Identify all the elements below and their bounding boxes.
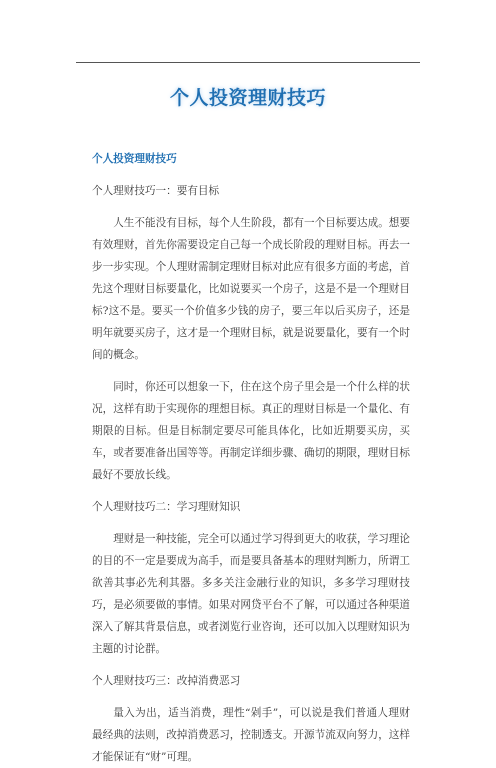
document-body <box>92 148 410 768</box>
paragraph: 量入为出，适当消费，理性“剁手”，可以说是我们普通人理财最经典的法则，改掉消费恶习，控制透支。开源节流双向努力，这样才能保证有“财”可理。 <box>92 707 410 763</box>
paragraph: 理财是一种技能，完全可以通过学习得到更大的收获，学习理论的目的不一定是要成为高手，而是要具备基本的理财判断力，所谓工欲善其事必先利其器。多多关注金融行业的知识，多多学习理财技巧，是必须要做的事情。如果对网贷平台不了解，可以通过各种渠道深入了解其背景信息，或者浏览行业咨询，还可以加入以理财知识为主题的讨论群。 <box>92 533 410 655</box>
section-heading-3: 个人理财技巧三：改掉消费恶习 <box>92 675 241 687</box>
header-rule <box>76 62 420 63</box>
section-heading-1: 个人理财技巧一：要有目标 <box>92 185 220 197</box>
section-subtitle: 个人投资理财技巧 <box>92 153 177 165</box>
document-title: 个人投资理财技巧 <box>169 87 326 109</box>
section-heading-2: 个人理财技巧二：学习理财知识 <box>92 501 241 513</box>
paragraph: 人生不能没有目标，每个人生阶段，都有一个目标要达成。想要有效理财，首先你需要设定自己每一个成长阶段的理财目标。再去一步一步实现。个人理财需制定理财目标对此应有很多方面的考虑，首先这个理财目标要量化，比如说要买一个房子，这是不是一个理财目标?这不是。要买一个价值多少钱的房子，要三年以后买房子，还是明年就要买房子，这才是一个理财目标，就是说要量化，要有一个时间的概念。 <box>92 217 410 361</box>
paragraph: 同时，你还可以想象一下，住在这个房子里会是一个什么样的状况，这样有助于实现你的理想目标。真正的理财目标是一个量化、有期限的目标。但是目标制定要尽可能具体化，比如近期要买房，买车，或者要准备出国等等。再制定详细步骤、确切的期限，理财目标最好不要放长线。 <box>92 381 410 481</box>
